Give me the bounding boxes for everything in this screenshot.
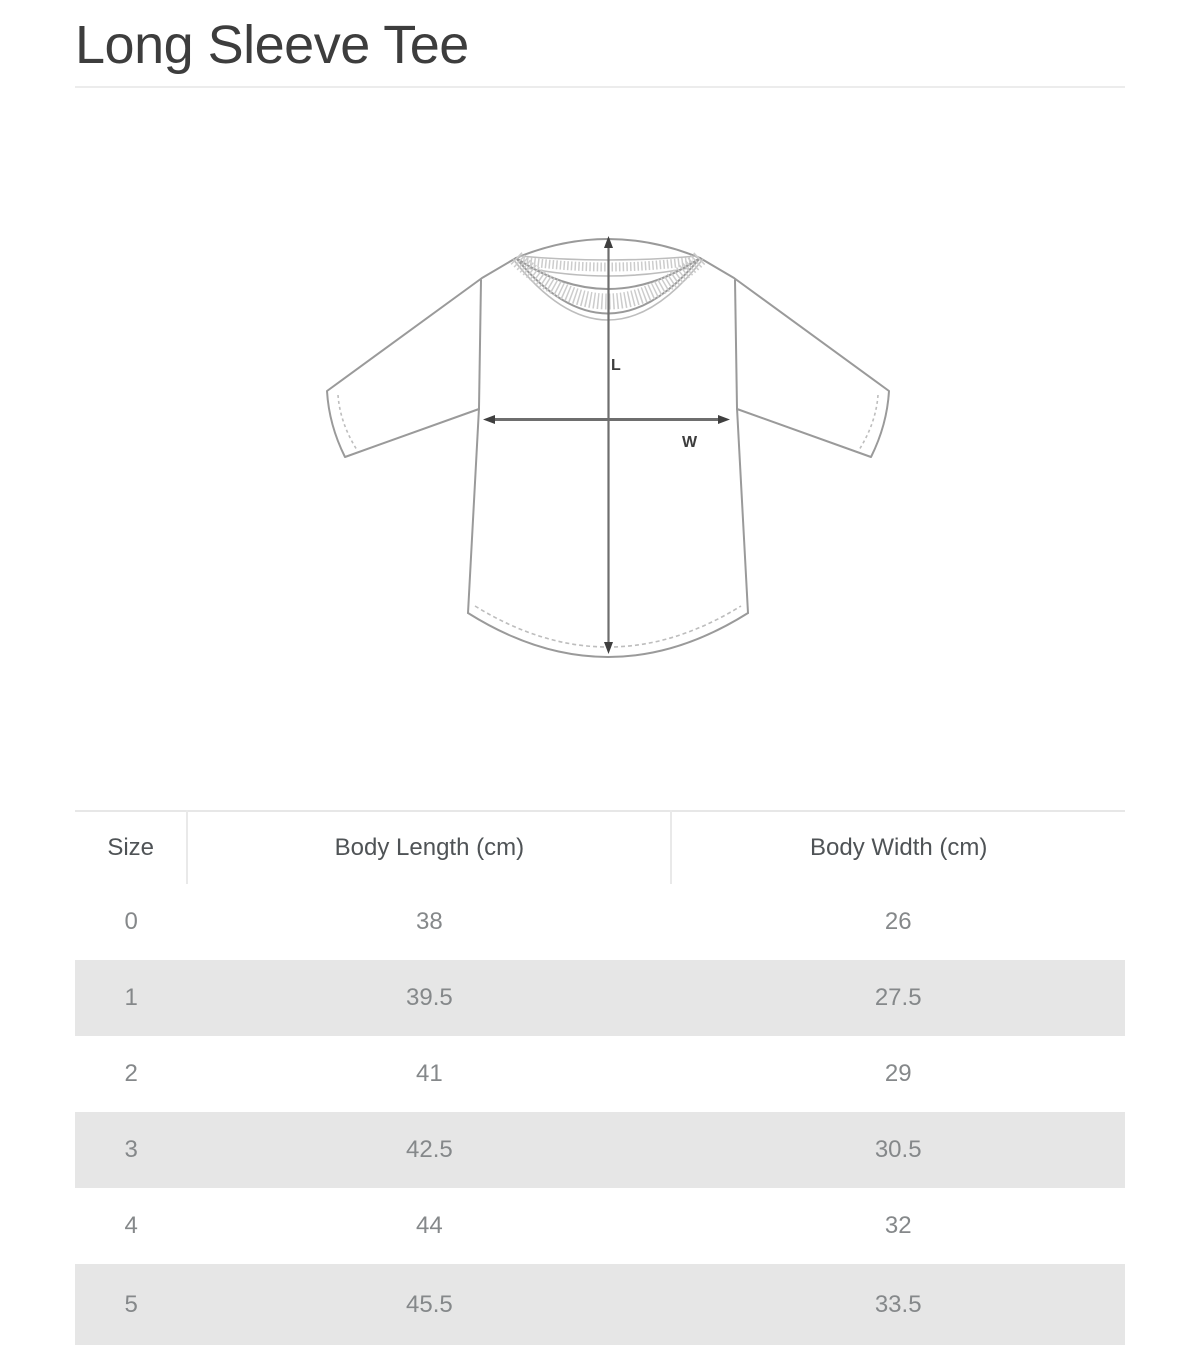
body-length-cell: 38 <box>416 908 443 935</box>
body-width-cell: 32 <box>884 1212 912 1239</box>
width-arrow <box>483 415 730 451</box>
size-cell: 0 <box>124 908 138 935</box>
page-title: Long Sleeve Tee <box>75 15 469 75</box>
left-cuff-stitch <box>338 395 357 450</box>
size-cell: 5 <box>124 1290 138 1318</box>
column-header-body-length-cm: Body Length (cm) <box>187 811 671 884</box>
size-table-header-row <box>75 811 1125 884</box>
tee-measurement-drawing <box>300 226 900 686</box>
table-row <box>75 1036 1125 1112</box>
title-block <box>75 0 1125 88</box>
table-row <box>75 884 1125 960</box>
body-length-cell: 42.5 <box>406 1136 453 1163</box>
column-header-body-width-cm: Body Width (cm) <box>810 834 988 861</box>
width-label: W <box>682 434 698 451</box>
table-row <box>75 1188 1125 1264</box>
measurement-figure <box>75 88 1125 810</box>
table-row <box>75 1112 1125 1188</box>
table-row <box>75 960 1125 1036</box>
size-cell: 1 <box>124 984 138 1011</box>
size-cell: 3 <box>124 1136 138 1163</box>
size-cell: 4 <box>124 1212 138 1239</box>
body-width-cell: 26 <box>884 908 912 935</box>
right-cuff-stitch <box>859 395 878 450</box>
body-length-cell: 39.5 <box>406 984 453 1011</box>
body-length-cell: 45.5 <box>406 1290 453 1318</box>
length-label: L <box>611 357 621 374</box>
body-width-cell: 30.5 <box>874 1136 922 1163</box>
body-width-cell: 29 <box>884 1060 912 1087</box>
table-row <box>75 1264 1125 1345</box>
size-cell: 2 <box>124 1060 138 1087</box>
column-header-size: Size <box>75 811 187 884</box>
body-length-cell: 41 <box>416 1060 443 1087</box>
size-table-body <box>75 884 1125 1345</box>
body-width-cell: 33.5 <box>874 1290 922 1318</box>
body-length-cell: 44 <box>416 1212 443 1239</box>
size-table <box>75 810 1125 1345</box>
body-width-cell: 27.5 <box>874 984 922 1011</box>
